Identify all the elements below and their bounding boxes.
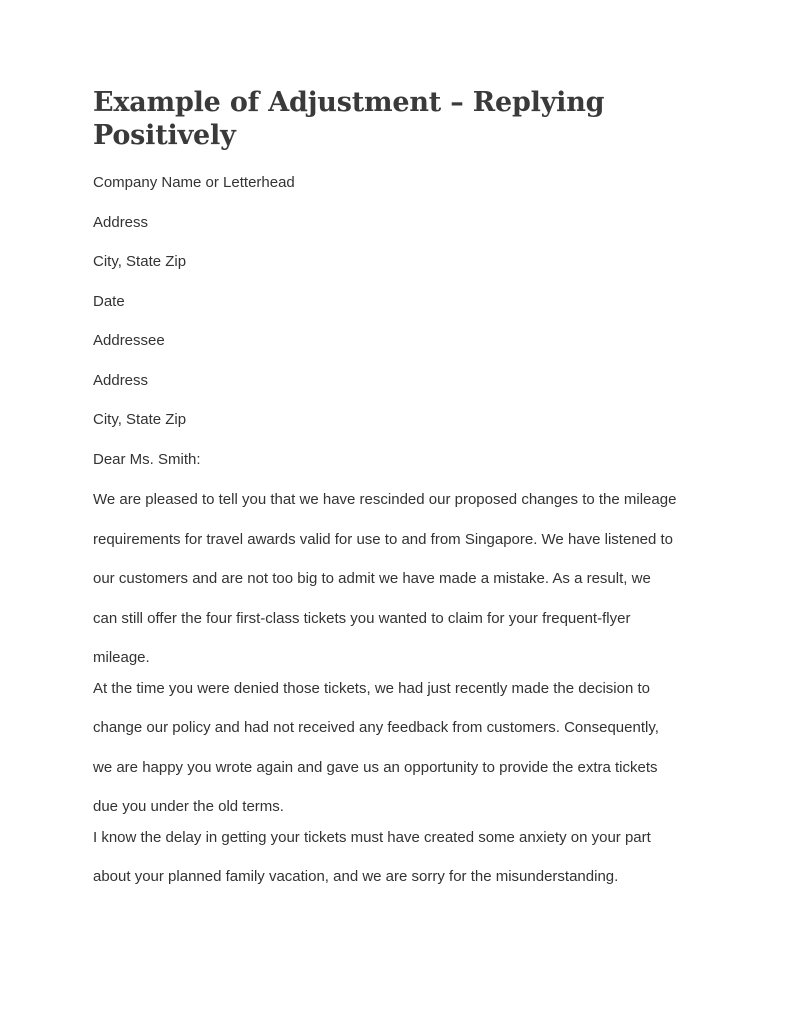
sender-address: Address bbox=[93, 213, 149, 231]
letter-page bbox=[93, 86, 703, 897]
letter-header bbox=[93, 173, 703, 470]
letter-date: Date bbox=[93, 292, 125, 310]
paragraph-line: requirements for travel awards valid for use to and from Singapore. We have listened to bbox=[93, 530, 674, 548]
paragraph-line: At the time you were denied those tickets, we had just recently made the decision to bbox=[93, 679, 650, 697]
title-line-2: Positively bbox=[93, 120, 236, 151]
addressee-city-state-zip: City, State Zip bbox=[93, 411, 187, 428]
salutation: Dear Ms. Smith: bbox=[93, 450, 201, 468]
body-paragraph-3 bbox=[93, 818, 703, 897]
addressee: Addressee bbox=[93, 332, 165, 349]
body-paragraph-1 bbox=[93, 480, 703, 678]
company-name: Company Name or Letterhead bbox=[93, 174, 295, 191]
paragraph-line: can still offer the four first-class tickets you wanted to claim for your frequent-flyer bbox=[93, 609, 631, 627]
document-title bbox=[93, 86, 703, 152]
paragraph-line: I know the delay in getting your tickets must have created some anxiety on your part bbox=[93, 828, 651, 846]
paragraph-line: change our policy and had not received any feedback from customers. Consequently, bbox=[93, 719, 659, 736]
paragraph-line: due you under the old terms. bbox=[93, 798, 284, 815]
paragraph-line: about your planned family vacation, and we are sorry for the misunderstanding. bbox=[93, 868, 619, 885]
addressee-address: Address bbox=[93, 371, 149, 389]
title-line-1: Example of Adjustment – Replying bbox=[93, 87, 605, 118]
paragraph-line: mileage. bbox=[93, 649, 150, 666]
paragraph-line: We are pleased to tell you that we have rescinded our proposed changes to the mileage bbox=[93, 491, 677, 508]
sender-city-state-zip: City, State Zip bbox=[93, 253, 187, 270]
body-paragraph-2 bbox=[93, 669, 703, 827]
paragraph-line: we are happy you wrote again and gave us an opportunity to provide the extra tickets bbox=[93, 758, 658, 776]
paragraph-line: our customers and are not too big to admit we have made a mistake. As a result, we bbox=[93, 570, 651, 587]
